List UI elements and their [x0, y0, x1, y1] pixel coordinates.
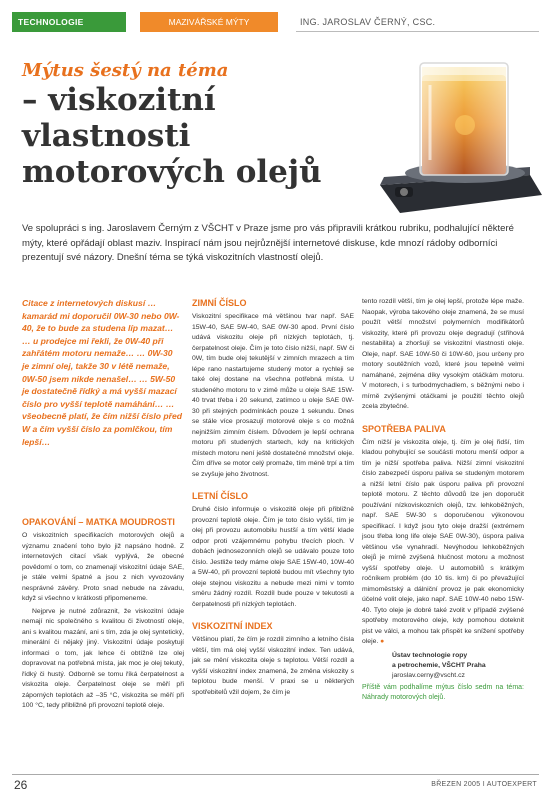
heading-letni-cislo: LETNÍ ČÍSLO: [192, 491, 248, 501]
column-2: [192, 297, 354, 700]
article-title: – viskozitní vlastnosti motorových olejů: [22, 82, 322, 190]
signature-school: a petrochemie, VŠCHT Praha: [392, 661, 486, 669]
paragraph: tento rozdíl větší, tím je olej lepší, protože lépe maže. Naopak, výroba takového oleje znamená, že se musí použít větší množství polymerních modifikátorů viskozity, které při provozu oleje degradují (střihová nestabilita) a zhoršují se viskozitní vlastnosti oleje. Oleje, např. SAE 10W-50 či 10W-60, jsou určeny pro motory soutěžních vozů, které jsou tepelně velmi namáhané, zejména díky vysokým otáčkám motoru. V motorech, i s turbodmychadlem, s běžnými nebo i mírně zvýšenými otáčkami je použití těchto olejů zcela zbytečné.: [362, 298, 524, 410]
paragraph: [362, 438, 524, 648]
article-kicker: Mýtus šestý na téma: [22, 60, 229, 81]
page-number: 26: [14, 778, 28, 792]
heading-zimni-cislo: ZIMNÍ ČÍSLO: [192, 298, 247, 308]
footer-rule: [12, 774, 539, 775]
oil-beaker-photo: [370, 55, 545, 215]
paragraph: Viskozitní specifikace má většinou tvar např. SAE 15W-40, SAE 5W-40, SAE 0W-30 apod. První číslo udává viskozitu oleje při nízkých teplotách, tj. čerpatelnost oleje. Čím je toto číslo nižší, např. 5W či 0W, tím bude olej tekutější v zimních mrazech a tím lépe rano nastartujeme studený motor a rychleji se také olej dostane na všechna potřebná místa. U studeného motoru to v zimě může u oleje SAE 15W-40 trvat třeba i 20 sekund, zatímco u oleje SAE 0W-30 při stejných podmínkách pouze 1 sekundu. Dnes se stále více prosazují motorové oleje s co možná nejnižším zimním číslem. Důvodem je lepší ochrana motoru při studených startech, kdy na kritických místech motoru není ještě dostatečné množství oleje. Čím dříve se motor celý promaže, tím méně trpí a tím se zvyšuje jeho životnost.: [192, 313, 354, 478]
heading-viskozitni-index: VISKOZITNÍ INDEX: [192, 621, 273, 631]
paragraph-text: Čím nižší je viskozita oleje, tj. čím je olej řidší, tím kladou pohybující se součásti motoru menší odpor a tím je nižší spotřeba paliva. Nižší zimní viskozitní číslo zabezpečí úsporu paliva se studeným motorem a nižší letní číslo pak úsporu paliva při provozní teplotě motoru. Z těchto důvodů lze jen doporučit používání nízkoviskozních olejů, tzv. lehkoběžných, např. SAE 5W-30 s doporučenou výkonovou specifikací. I když jsou tyto oleje dražší (extrémem jsou třeba long life oleje SAE 0W-30), úspora paliva většinou vše vynahradí. Nevýhodou lehkoběžných olejů je mírně zvýšená hlučnost motoru a možnost vyšší spotřeby oleje. U automobilů s krátkým ročníkem problém (do 10 tis. km) či po převažující mimoměstský a dálniční provoz je pak ekonomicky účelné volit oleje, jako např. SAE 10W-40 nebo 15W-40. Tyto oleje je dobré také zvolit v případě zvýšené spotřeby motorového oleje, kdy pomohou doteknit pist ve válci, a mohou tak přispět ke snížení spotřeby oleje.: [362, 438, 524, 645]
section-label: TECHNOLOGIE: [12, 12, 126, 32]
column-1: [22, 516, 184, 714]
paragraph: O viskozitních specifikacích motorových olejů a významu značení toho bylo již napsáno hodně. Z internetových citací však vyplývá, že obecné povědomí o tom, co znamenají viskozitní údaje SAE, je stále velmi špatné a jsou z nich vyvozovány nesprávné závěry. Proto snad nebude na závadu, když si všechno v krátkosti připomeneme.: [22, 532, 184, 602]
forum-quotes: Citace z internetových diskusí … kamarád mi doporučil 0W-30 nebo 0W-40, že to bude za studena líp mazat… … u prodejce mi řekli, že 0W-40 při zahřátém motoru nemaže… … 0W-30 je zimní olej, takže 30 v létě nemaže, 0W-50 jsem nikde nenašel… … 5W-50 je dostatečně řídký a má vyšší mazací číslo pro vyšší teplotě namáhání… … všeobecně platí, že čím nižší číslo před W a čím vyšší číslo za pomlčkou, tím lepší…: [22, 298, 182, 447]
heading-spotreba-paliva: SPOTŘEBA PALIVA: [362, 423, 446, 434]
column-3: [362, 297, 524, 703]
paragraph: Většinou platí, že čím je rozdíl zimního a letního čísla větší, tím má olej vyšší viskozitní index. Ten udává, jak se mění viskozita oleje s teplotou. Větší rozdíl a vyšší viskozitní index znamená, že změna viskozity s teplotou bude menší. V praxi se u některých spotřebitelů vžil dojem, že čím je: [192, 636, 354, 696]
signature-dept: Ústav technologie ropy: [392, 651, 468, 659]
next-issue-teaser: Příště vám podhalíme mýtus číslo sedm na téma: Náhrady motorových olejů.: [362, 684, 524, 701]
heading-opakovani: OPAKOVÁNÍ – MATKA MOUDROSTI: [22, 517, 175, 527]
author-label: ING. JAROSLAV ČERNÝ, CSC.: [296, 12, 539, 32]
rubric-label: MAZIVÁŘSKÉ MÝTY: [140, 12, 278, 32]
signature-email: jaroslav.cerny@vscht.cz: [392, 671, 465, 679]
issue-label: BŘEZEN 2005 I AUTOEXPERT: [431, 781, 537, 788]
paragraph: Druhé číslo informuje o viskozitě oleje při přibližně provozní teplotě oleje. Čím je toto číslo vyšší, tím je olej při provozu automobilu hustší a tím větší klade odpor proti vzájemnému pohybu třecích ploch. V dobách jednosezonních olejů se udávalo pouze toto číslo. Jestliže tedy máme oleje SAE 15W-40, 10W-40 a 5W-40, při provozní teplotě budou mít všechny tyto oleje stejnou viskozitu a nebude mezi nimi v tomto směru žádný rozdíl. Rozdíl bude pouze v tekutosti a čerpatelnosti při nízkých teplotách.: [192, 506, 354, 608]
end-mark-icon: ●: [380, 638, 385, 645]
article-lead: Ve spolupráci s ing. Jaroslavem Černým z VŠCHT v Praze jsme pro vás připravili krátkou rubriku, podhalující některé mýty, které opřádají oblast maziv. Inspirací nám jsou nejrůznější internetové diskuse, kde mnozí rádoby odborníci prezentují své názory. Dnešní téma se týká viskozitních vlastností olejů.: [22, 223, 514, 263]
paragraph: Nejprve je nutné zdůraznit, že viskozitní údaje nemají nic společného s kvalitou či životností oleje, ani s kvalitou mazání, ani s tím, zda je olej syntetický, minerální či nějaký jiný. Viskozitní údaje poskytují informaci o tom, jak lehce či obtížně lze olej dopravovat na potřebná místa, jak moc je olej tekutý, řídký či hustý. Odborně se tomu říká čerpatelnost a viskozita oleje. Čerpatelnost oleje se měří při záporných teplotách až –35 °C, viskozita se měří při 100 °C, tedy přibližně při provozní teplotě oleje.: [22, 607, 184, 709]
